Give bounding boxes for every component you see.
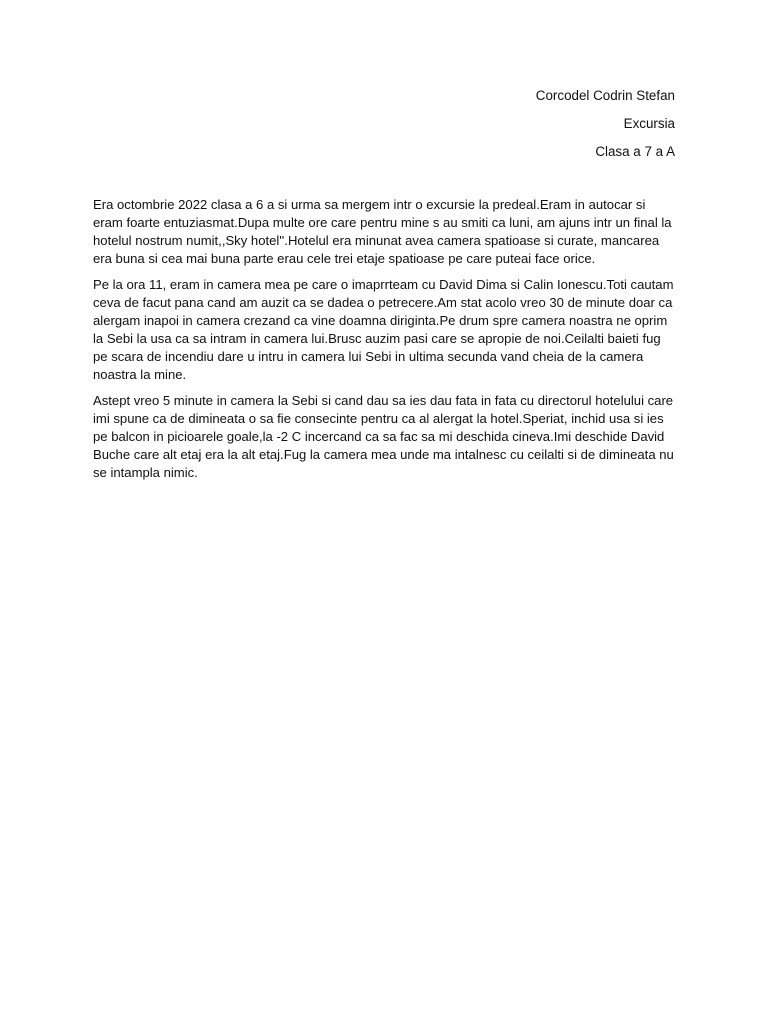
paragraph-1: Era octombrie 2022 clasa a 6 a si urma sa mergem intr o excursie la predeal.Eram in autocar si eram foarte entuziasmat.Dupa multe ore care pentru mine s au smiti ca luni, am ajuns intr un final la hotelul nostrum numit,,Sky hotel''.Hotelul era minunat avea camera spatioase si curate, mancarea era buna si cea mai buna parte erau cele trei etaje spatioase pe care puteai face orice.: [93, 197, 672, 266]
class-label: Clasa a 7 a A: [595, 144, 675, 159]
document-title: Excursia: [623, 116, 675, 131]
paragraph-2: Pe la ora 11, eram in camera mea pe care o imaprrteam cu David Dima si Calin Ionescu.Toti cautam ceva de facut pana cand am auzit ca se dadea o petrecere.Am stat acolo vreo 30 de minute doar ca alergam inapoi in camera crezand ca vine doamna diriginta.Pe drum spre camera noastra ne oprim la Sebi la usa ca sa intram in camera lui.Brusc auzim pasi care se apropie de noi.Ceilalti baieti fug pe scara de incendiu dare u intru in camera lui Sebi in ultima secunda vand cheia de la camera noastra la mine.: [93, 277, 674, 382]
document-header: [93, 86, 675, 170]
paragraph-3: Astept vreo 5 minute in camera la Sebi si cand dau sa ies dau fata in fata cu directorul hotelului care imi spune ca de dimineata o sa fie consecinte pentru ca al alergat la hotel.Speriat, inchid usa si ies pe balcon in picioarele goale,la -2 C incercand ca sa fac sa mi deschida cineva.Imi deschide David Buche care alt etaj era la alt etaj.Fug la camera mea unde ma intalnesc cu ceilalti si de dimineata nu se intampla nimic.: [93, 393, 674, 480]
document-body: [93, 196, 677, 490]
author-name: Corcodel Codrin Stefan: [535, 88, 675, 103]
